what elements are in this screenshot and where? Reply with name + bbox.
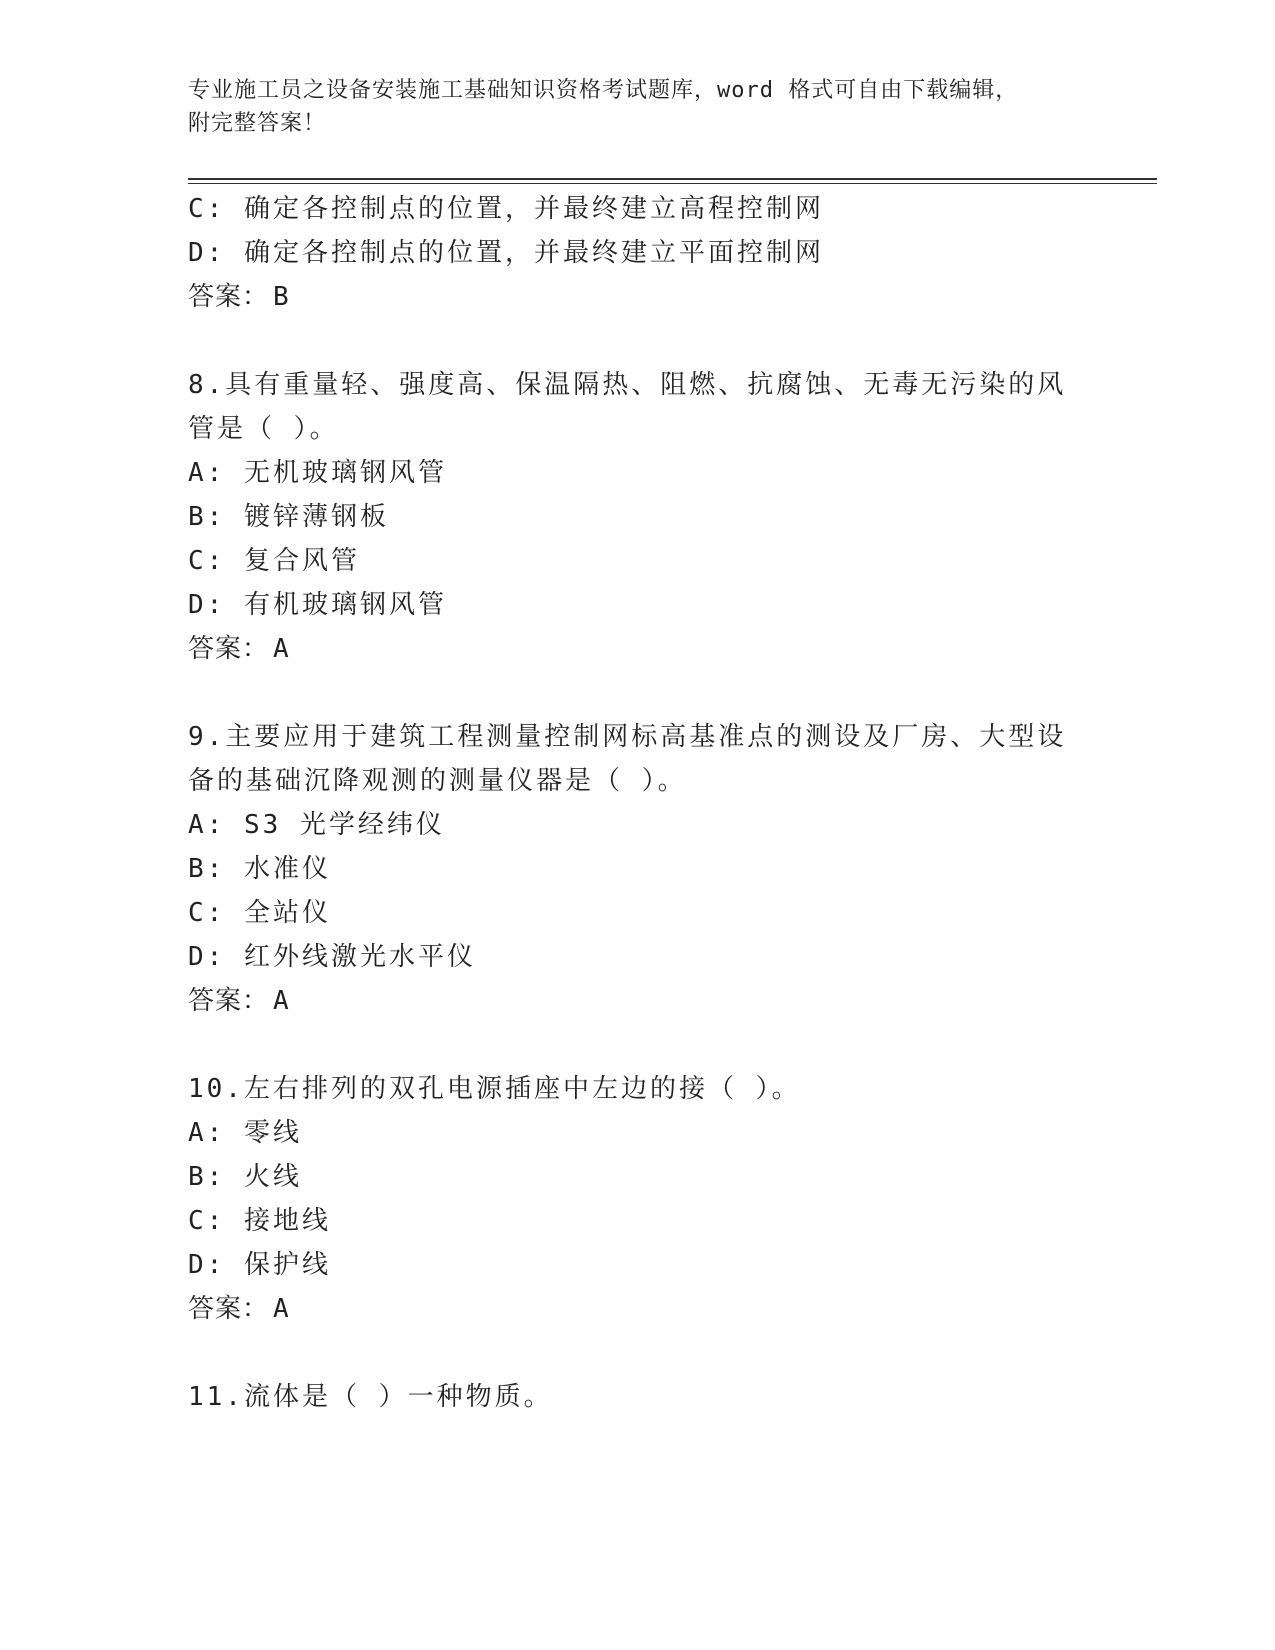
question-9-stem-line-1: 9.主要应用于建筑工程测量控制网标高基准点的测设及厂房、大型设 (188, 722, 1067, 752)
question-10-option-c: C: 接地线 (188, 1206, 331, 1236)
question-10-option-d: D: 保护线 (188, 1250, 331, 1280)
answer-label: 答案： (188, 986, 270, 1016)
answer-value: A (273, 634, 290, 664)
question-8-stem-line-1: 8.具有重量轻、强度高、保温隔热、阻燃、抗腐蚀、无毒无污染的风 (188, 370, 1067, 400)
question-8-option-b: B: 镀锌薄钢板 (188, 502, 389, 532)
question-10-option-a: A: 零线 (188, 1118, 302, 1148)
header-line-2: 附完整答案！ (188, 111, 327, 136)
question-10-stem: 10.左右排列的双孔电源插座中左边的接（ ）。 (188, 1074, 801, 1104)
question-9-answer (188, 984, 290, 1018)
answer-label: 答案： (188, 634, 270, 664)
document-header (188, 74, 1068, 140)
question-8-option-d: D: 有机玻璃钢风管 (188, 590, 447, 620)
answer-value: B (273, 282, 290, 312)
question-8-option-c: C: 复合风管 (188, 546, 360, 576)
option-d: D: 确定各控制点的位置，并最终建立平面控制网 (188, 238, 824, 268)
answer-value: A (273, 986, 290, 1016)
option-c: C: 确定各控制点的位置，并最终建立高程控制网 (188, 194, 824, 224)
answer-label: 答案： (188, 282, 270, 312)
header-rule-thin (188, 183, 1157, 184)
answer-value: A (273, 1294, 290, 1324)
question-11-stem: 11.流体是（ ）一种物质。 (188, 1382, 553, 1412)
question-9-option-b: B: 水准仪 (188, 854, 331, 884)
answer-label: 答案： (188, 1294, 270, 1324)
question-8-stem-line-2: 管是（ ）。 (188, 414, 339, 444)
question-10-answer (188, 1292, 290, 1326)
question-10-option-b: B: 火线 (188, 1162, 302, 1192)
header-rule-thick (188, 178, 1157, 180)
question-8-option-a: A: 无机玻璃钢风管 (188, 458, 447, 488)
question-9-stem-line-2: 备的基础沉降观测的测量仪器是（ ）。 (188, 766, 687, 796)
question-9-option-c: C: 全站仪 (188, 898, 331, 928)
question-9-option-d: D: 红外线激光水平仪 (188, 942, 476, 972)
answer-line (188, 280, 290, 314)
question-8-answer (188, 632, 290, 666)
question-9-option-a: A: S3 光学经纬仪 (188, 810, 445, 840)
header-line-1: 专业施工员之设备安装施工基础知识资格考试题库，word 格式可自由下载编辑， (188, 78, 1019, 103)
